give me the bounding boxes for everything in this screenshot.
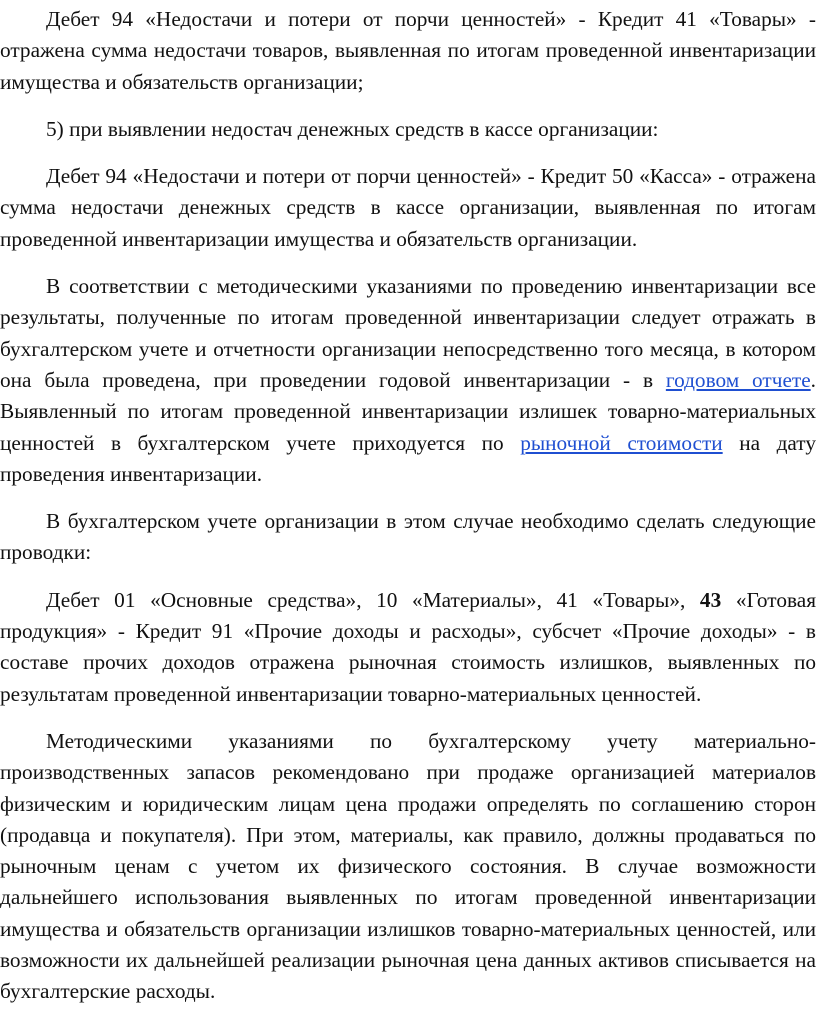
paragraph-text: . Выявленный по итогам проведенной инвентаризации излишек товарно-материальных ценностей в бухгалтерском учете приходуется по <box>0 367 816 455</box>
paragraph-inventory-results <box>0 271 816 490</box>
paragraph-methodical-guidelines: Методическими указаниями по бухгалтерскому учету материально-производственных запасов рекомендовано при продаже организацией материалов физическим и юридическим лицам цена продажи определять по соглашению сторон (продавца и покупателя). При этом, материалы, как правило, должны продаваться по рыночным ценам с учетом их физического состояния. В случае возможности дальнейшего использования выявленных по итогам проведенной инвентаризации имущества и обязательств организации излишков товарно-материальных ценностей, или возможности их дальнейшей реализации рыночная цена данных активов списывается на бухгалтерские расходы. <box>0 728 816 1004</box>
paragraph-debit-94-credit-50: Дебет 94 «Недостачи и потери от порчи ценностей» - Кредит 50 «Касса» - отражена сумма недостачи денежных средств в кассе организации, выявленная по итогам проведенной инвентаризации имущества и обязательств организации. <box>0 164 816 251</box>
paragraph-gap <box>0 145 816 161</box>
paragraph-debit-01-credit-91 <box>0 585 816 710</box>
paragraph-gap <box>0 710 816 726</box>
paragraph-debit-94-credit-41: Дебет 94 «Недостачи и потери от порчи ценностей» - Кредит 41 «Товары» - отражена сумма недостачи товаров, выявленная по итогам проведенной инвентаризации имущества и обязательств организации; <box>0 7 816 94</box>
paragraph-gap <box>0 490 816 506</box>
paragraph-gap <box>0 98 816 114</box>
market-value-link[interactable]: рыночной стоимости <box>520 430 723 455</box>
paragraph-text: «Готовая продукция» - Кредит 91 «Прочие доходы и расходы», субсчет «Прочие доходы» - в составе прочих доходов отражена рыночная стоимость излишков, выявленных по результатам проведенной инвентаризации товарно-материальных ценностей. <box>0 587 816 706</box>
paragraph-gap <box>0 255 816 271</box>
account-number-bold: 43 <box>699 587 722 612</box>
paragraph-cash-shortage-item: 5) при выявлении недостач денежных средств в кассе организации: <box>46 116 659 141</box>
paragraph-text: Дебет 01 «Основные средства», 10 «Материалы», 41 «Товары», <box>46 587 700 612</box>
paragraph-text: на дату проведения инвентаризации. <box>0 430 816 486</box>
paragraph-gap <box>0 569 816 585</box>
paragraph-postings-intro: В бухгалтерском учете организации в этом случае необходимо сделать следующие проводки: <box>0 509 816 565</box>
paragraph-text: В соответствии с методическими указаниями по проведению инвентаризации все результаты, полученные по итогам проведенной инвентаризации следует отражать в бухгалтерском учете и отчетности организации непосредственно того месяца, в котором она была проведена, при проведении годовой инвентаризации - в <box>0 274 816 392</box>
annual-report-link[interactable]: годовом отчете <box>665 367 811 392</box>
